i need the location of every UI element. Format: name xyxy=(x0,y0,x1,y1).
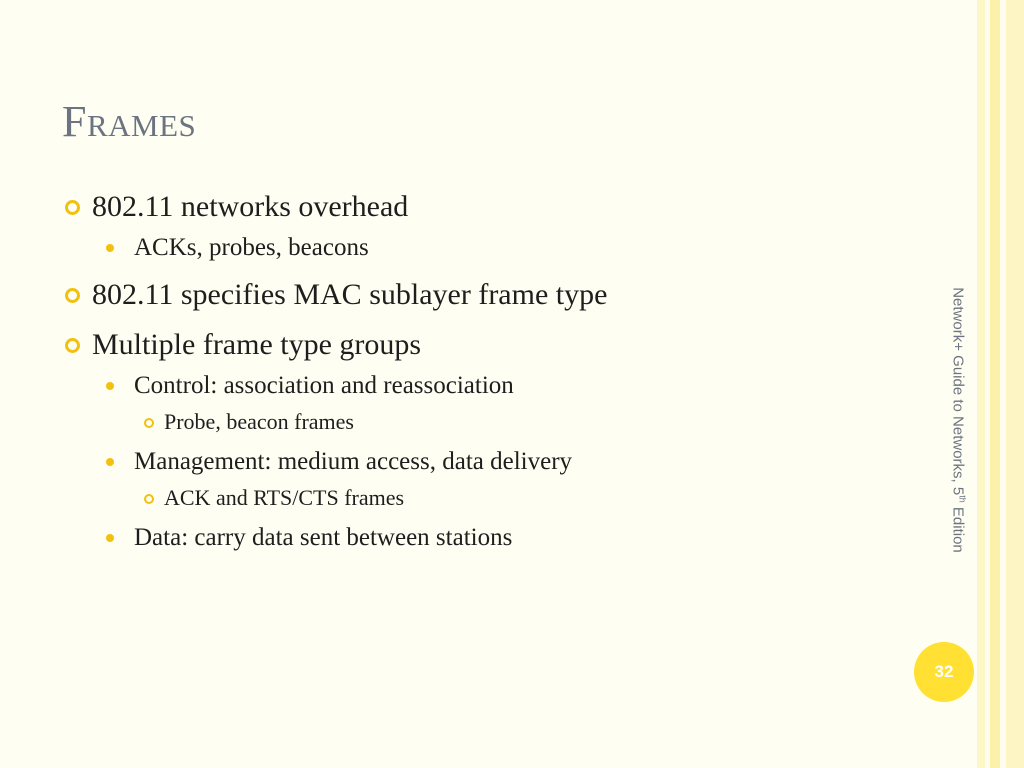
bullet-list xyxy=(62,188,922,554)
sub-bullet-item xyxy=(62,522,922,554)
sub-bullet-item xyxy=(62,232,922,264)
edge-stripe xyxy=(990,0,1000,768)
sub-bullet-item xyxy=(62,446,922,478)
ring-bullet-icon xyxy=(65,200,80,215)
edge-stripe xyxy=(977,0,985,768)
bullet-text: 802.11 specifies MAC sublayer frame type xyxy=(92,278,608,311)
bullet-text: ACK and RTS/CTS frames xyxy=(164,485,405,510)
bullet-item xyxy=(62,276,922,314)
ring-bullet-icon xyxy=(65,288,80,303)
dot-bullet-icon xyxy=(106,382,114,390)
ring-bullet-icon xyxy=(144,418,154,428)
sub-sub-bullet-item xyxy=(62,484,922,512)
bullet-text: ACKs, probes, beacons xyxy=(134,234,369,261)
slide-title: Frames xyxy=(62,97,197,146)
sub-sub-bullet-item xyxy=(62,408,922,436)
dot-bullet-icon xyxy=(106,244,114,252)
footer-superscript: th xyxy=(957,495,968,503)
page-number-badge: 32 xyxy=(914,642,974,702)
dot-bullet-icon xyxy=(106,458,114,466)
bullet-text: Data: carry data sent between stations xyxy=(134,524,513,551)
bullet-text: 802.11 networks overhead xyxy=(92,190,409,223)
ring-bullet-icon xyxy=(65,338,80,353)
edge-stripe xyxy=(1006,0,1024,768)
bullet-text: Management: medium access, data delivery xyxy=(134,448,573,475)
bullet-text: Control: association and reassociation xyxy=(134,372,514,399)
footer-suffix: Edition xyxy=(949,502,967,553)
sub-bullet-item xyxy=(62,370,922,402)
ring-bullet-icon xyxy=(144,494,154,504)
footer-book-title xyxy=(950,287,967,553)
dot-bullet-icon xyxy=(106,534,114,542)
bullet-text: Probe, beacon frames xyxy=(164,409,354,434)
footer-prefix: Network+ Guide to Networks, 5 xyxy=(949,287,967,496)
bullet-item xyxy=(62,188,922,226)
bullet-text: Multiple frame type groups xyxy=(92,328,422,361)
bullet-item xyxy=(62,326,922,364)
